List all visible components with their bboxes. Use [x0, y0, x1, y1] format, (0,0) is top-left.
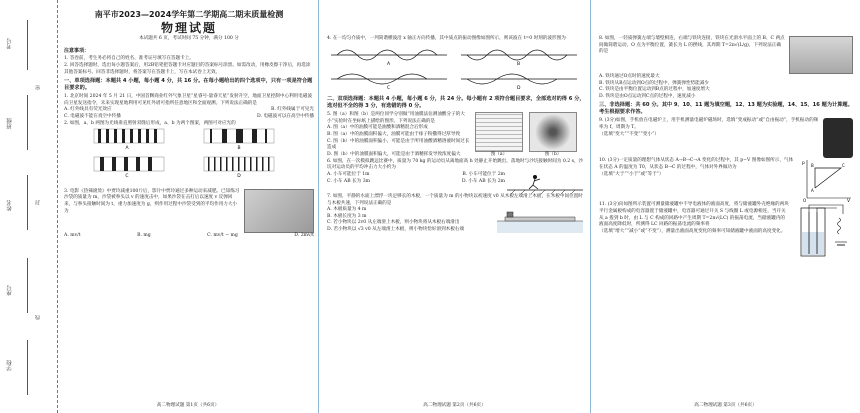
option: D. 小车 AB 长为 2m: [461, 178, 505, 184]
option: D. 铁块是由O点运动到C点的过程中，速度减小: [599, 93, 696, 99]
option: B. 小车可能位于 2m: [462, 171, 505, 177]
option-row: [327, 172, 505, 179]
question-7-stem: 7. 如图，平静的水面上漂浮一块足够长的木板，一个质量为 m 的小物块以初速度 v0 从木板左端滑上木板，在木板中间位置时与木板共速，下列说法正确的是: [327, 193, 583, 206]
question-9-text: [599, 118, 819, 158]
phone-photo: [823, 118, 853, 158]
binding-word: 线: [35, 315, 41, 320]
option: D. 若小物块以 √3 v0 从左端滑上木板，则小物块恰好滑到木板右端: [327, 226, 465, 232]
grid-paper-b: [529, 112, 577, 152]
section-2-title: 二、双项选择题：本题共 4 小题，每小题 6 分，共 24 分。每小题有 2 项符合题目要求，全部选对的得 6 分，选对但不全的得 3 分，有选错的得 0 分。: [327, 96, 585, 110]
option: A. 铁块通过O点时的速度最大: [599, 74, 660, 79]
point-label-a: A: [811, 188, 814, 194]
option: B. 图（a）中的油膜面积偏大，油膜可能由于痱子粉撒得过厚导致: [327, 131, 461, 137]
question-2-stem: 2. 如图，a、b 两图为光线垂直照射双缝后形成，a、b 为两个图案，两图可对应光的: [64, 120, 236, 126]
binding-label-class: 班级: [7, 118, 13, 129]
axis-label-p: p: [802, 161, 805, 167]
notice-item: 2. 回答选择题时，选出每小题答案后，用2B铅笔把答题卡对应题目的答案标号涂黑。如需改动，用橡皮擦干净后，再选涂其他答案标号。回答非选择题时，将答案写在答题卡上，写在本试卷上无效。: [64, 62, 311, 75]
boxing-photo: [244, 189, 314, 233]
water-board-figure: [495, 207, 585, 235]
exam-page-2: [318, 0, 590, 413]
interference-patterns-figure: [64, 127, 314, 185]
page2-content: [327, 36, 585, 235]
point-label-c: C: [842, 163, 845, 169]
binding-line: [27, 175, 28, 230]
subject-title: 物理试题: [160, 20, 217, 35]
page-footer: 高二物理试题 第1页（共6页）: [156, 403, 220, 408]
question-3-options: [64, 233, 314, 240]
oil-film-figures: [475, 112, 585, 159]
option: D. 2mv/t: [294, 232, 314, 238]
binding-label-school: 学校: [7, 360, 13, 371]
binding-label-seat: 座号: [7, 285, 13, 296]
question-1-stem: 1. 北京时间 2024 年 5 月 21 日，中国首颗商业红外气象卫星“星睿号-量睿天星”发射升空，地面卫星控制中心利用电磁波向卫星发送指令，未来实现星地利用可见红外谱可指所任意地区和全面观测。下列说法正确的是: [64, 94, 313, 106]
section-3-title: 三、非选择题：共 60 分。其中 9、10、11 题为填空题，12、13 题为实验题，14、15、16 题为计算题。考生根据要求作答。: [599, 102, 853, 116]
binding-line: [27, 95, 28, 150]
option: A. 木板质量为 4 m: [327, 207, 367, 213]
question-10-text: [599, 158, 797, 202]
binding-label-name: 姓名: [7, 200, 13, 211]
option: C. 图（b）中的油膜面积偏小，可能是由于所用油酸酒精溶液时间过长造成: [327, 138, 470, 151]
binding-line: [27, 258, 28, 313]
option: B. 铁块从B点运动到O点的过程中，弹簧弹性势能减少: [599, 80, 709, 86]
wave-option-label: A: [387, 61, 391, 67]
question-8-stem: 8. 如图，一轻质弹簧左端与墙壁相连，右端与铁块连接，铁块在光滑水平面上的 B、C 两点间做简谐运动，O 点为平衡位置，簧长为 L 的摆线，其周期 T=2π√(L/g)，下列说法正确的是: [599, 36, 785, 55]
binding-line: [27, 20, 28, 70]
binding-line: [27, 340, 28, 395]
question-10-block: [599, 158, 853, 202]
pattern-c: [94, 157, 164, 179]
pattern-a: [94, 129, 164, 151]
question-7-options: [327, 207, 495, 235]
question-9-blank: （选填“变大”“不变”“变小”）: [599, 131, 660, 137]
option-row: [327, 179, 505, 186]
pattern-label: D: [237, 174, 241, 180]
option: D. 图（b）中的油膜面积偏大，可能是由于酒精挥发导致浓度偏大: [327, 151, 461, 157]
option: C. mv/t − mg: [207, 232, 238, 238]
grid-paper-a: [475, 112, 523, 152]
question-8-block: [599, 36, 853, 74]
question-11-tail: （选填“增大”“减小”或“不变”），测量出液面高度变化的频率可知储液罐中液面的高度变化。: [599, 228, 786, 234]
option: C. 小车 AB 长为 3m: [327, 178, 370, 184]
page-footer: 高二物理试题 第2页（共6页）: [423, 403, 486, 408]
wave-option-label: D: [517, 85, 521, 91]
pattern-d: [204, 157, 274, 179]
question-6-stem: 6. 如图，在一次模拟跳远比赛中，质量为 70 kg 的运动员从离地面高 h 处静止开始跳出，落地时与沙坑接触时间为 0.2 s，沙坑对运动员的平均冲击力大小约为: [327, 158, 584, 171]
question-10-stem: 10. (3分)一定质量的理想气体从状态 A→B→C→A 变化的过程中，其 p−V 图像如图所示，气体在状态 A 的温度为 T0，从状态 B→C 的过程中，气体对外界做功为: [599, 158, 794, 170]
section-1-title: 一、单项选择题：本题共 4 小题，每小题 4 分，共 16 分。在每小题给出的四个选项中，只有一项是符合题目要求的。: [64, 78, 313, 92]
pattern-b: [204, 129, 274, 151]
option: C. 电磁波不能在真空中传播: [64, 113, 121, 119]
figure-caption: 图（b）: [544, 152, 562, 158]
question-3-stem: 3. 电影《热辣滚烫》中贾玲减重100斤后，影片中贾玲通过多种运动来减肥。已知练习沙袋的质量为 m，沙袋被拳头以 v 的速度击中，如果沙袋在击打后以速度 v 反弹回来，与拳头接触时间为 t，重力加速度为 g，则作用过程中沙袋受到的平均作用力大小为: [64, 188, 240, 214]
question-1-options: [64, 114, 314, 121]
oil-film-figure-b: [529, 112, 577, 159]
question-5-stem: 5. 图（a）和图（b）是两位同学分别做“用油膜法估测油酸分子的大小”实验时在坐标纸上描绘的图形。下列说法正确的是: [327, 112, 465, 124]
figure-caption: 图（a）: [490, 152, 508, 158]
question-10-note: （选填“大于”“小于”或“等于”）: [599, 171, 664, 177]
page3-content: [599, 36, 853, 260]
question-5-block: [327, 112, 585, 159]
pattern-label: A: [125, 146, 129, 152]
spring-block-photo: [789, 36, 853, 74]
question-3-block: [64, 189, 314, 233]
exam-page-1: [0, 0, 318, 413]
question-9-stem: 9. (3分)如图，手机放在电磁炉上，用手机测量电磁炉磁场时，选填“变成振动”或“自由振动”，手机振动的频率为 f，周期为 T。: [599, 118, 819, 130]
binding-strip: [0, 0, 58, 413]
pv-graph: [801, 158, 853, 202]
axis-label-v: V: [847, 199, 851, 203]
option: A. mv/t: [64, 232, 81, 238]
point-label-b: B: [811, 163, 814, 169]
option: B. 红外线属于可见光: [270, 107, 314, 113]
question-9-block: [599, 118, 853, 158]
lc-circuit-figure: [793, 202, 853, 260]
option: C. 若小物块以 2v0 从左端滑上木板，则小物块将从木板右端滑出: [327, 220, 460, 226]
question-4-stem: 4. 在一均匀介质中，一列简谐横波沿 x 轴正方向传播，其中质点的振动图像如图所示，则该波在 t=0 时刻的波形图为: [327, 36, 566, 41]
binding-word: 密: [35, 85, 41, 90]
question-6-options: [327, 172, 505, 194]
option: D. 电磁波可以在高空中传播: [257, 113, 314, 119]
notice-title: 注意事项：: [64, 47, 90, 54]
question-1-options: [64, 107, 314, 114]
question-11-stem: 11. (3分)向如图所示装置可测量储液罐中不导电液体的液面高度，将与储液罐外壳绝缘的两块平行金属板构成的电容器置于储液罐中，电容器可通过开关 S 与线圈 L 或电源相连，当开关从 a 拨到 b 时，由 L 与 C 构成的回路中产生周期 T=2π√(LC) 的振荡电流，当储液罐内的液面高度降低时，所测得 LC 回路的振荡电流的频率将: [599, 202, 789, 228]
notice-item: 1. 答卷前，考生务必将自己的姓名、准考证号填写在答题卡上。: [64, 56, 194, 62]
question-5-text: [327, 112, 471, 159]
option: A. 小车可能位于 1m: [327, 171, 370, 177]
binding-word: 封: [35, 200, 41, 205]
oil-film-figure-a: [475, 112, 523, 159]
exam-title: 南平市2023—2024学年第二学期高二期末质量检测: [94, 10, 284, 19]
exam-meta: 本试题共 6 页，考试时间 75 分钟，满分 100 分: [139, 36, 239, 42]
waveform-options-figure: [327, 43, 585, 91]
option: B. mg: [137, 232, 151, 238]
wave-option-label: B: [517, 61, 521, 67]
question-11-block: [599, 202, 853, 260]
option: C. 铁块是由平衡位置运动到B点的过程中，加速度增大: [599, 87, 710, 93]
option: B. 木板长度为 3 m: [327, 213, 367, 219]
long-jump-figure: [505, 172, 585, 194]
origin-label: O: [803, 198, 807, 203]
page1-content: [64, 8, 314, 239]
wave-option-label: C: [387, 85, 391, 91]
question-7-block: [327, 207, 585, 235]
pattern-label: B: [237, 146, 241, 152]
page-footer: 高二物理试题 第3页（共6页）: [694, 403, 757, 408]
pattern-label: C: [125, 174, 129, 180]
binding-label-exam-number: 考号: [7, 38, 13, 49]
option: A. 红外线具有荧光效应: [64, 107, 112, 113]
option: A. 图（a）中的油膜可能是油酸和酒精混合后形成: [327, 125, 428, 131]
question-11-text: [599, 202, 789, 260]
question-6-block: [327, 172, 585, 194]
exam-page-3: [590, 0, 860, 413]
